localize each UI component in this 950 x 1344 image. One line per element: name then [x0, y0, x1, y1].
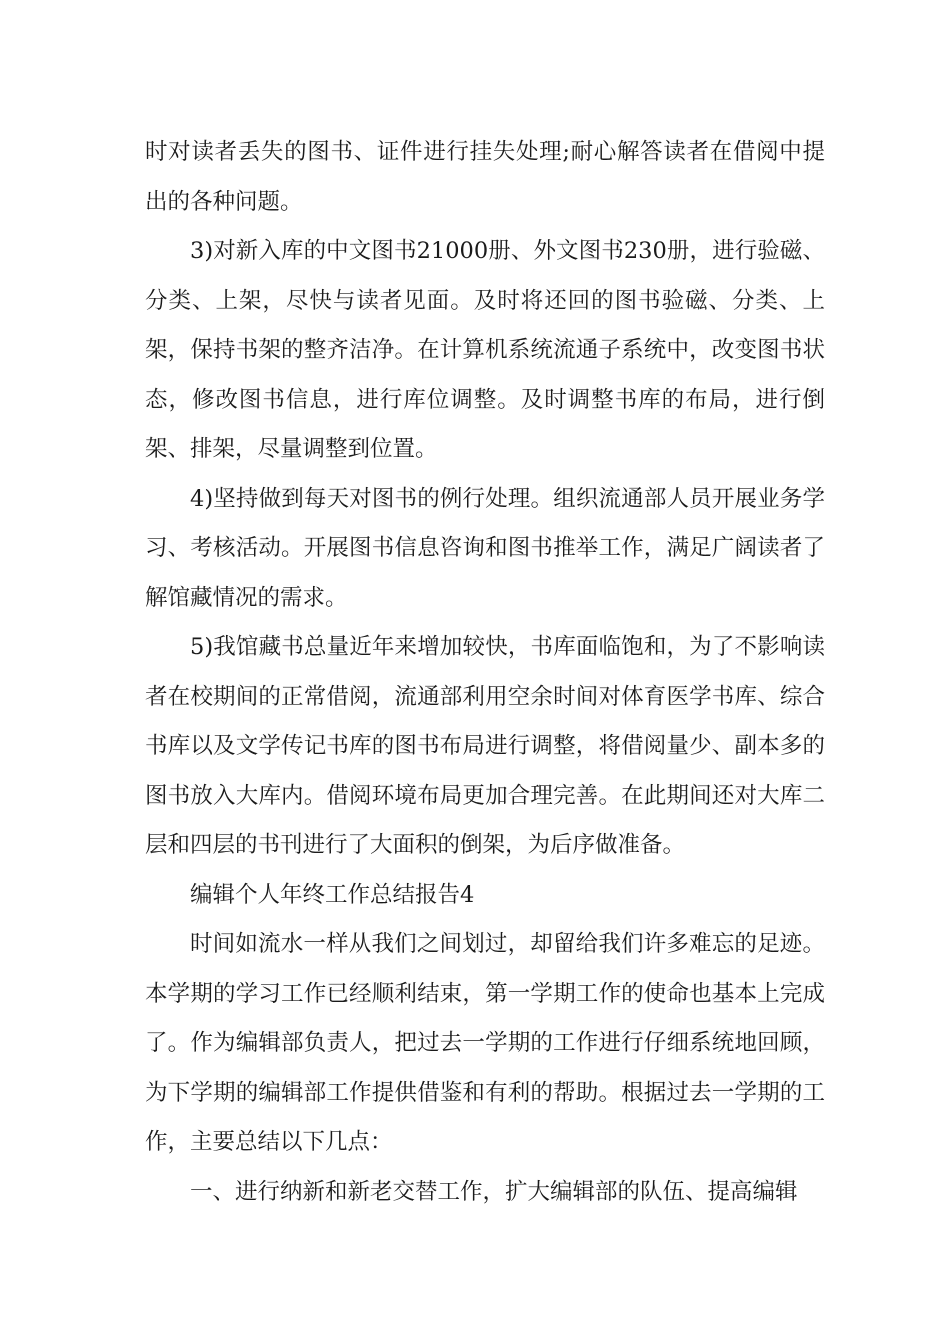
paragraph-item-5: 5)我馆藏书总量近年来增加较快，书库面临饱和，为了不影响读者在校期间的正常借阅，流通部利用空余时间对体育医学书库、综合书库以及文学传记书库的图书布局进行调整，将借阅量少、副本多的图书放入大库内。借阅环境布局更加合理完善。在此期间还对大库二层和四层的书刊进行了大面积的倒架，为后序做准备。 [145, 634, 825, 858]
paragraph-point-1: 一、进行纳新和新老交替工作，扩大编辑部的队伍、提高编辑 [190, 1178, 798, 1205]
section-title: 编辑个人年终工作总结报告4 [190, 881, 475, 908]
paragraph-loss-handling: 时对读者丢失的图书、证件进行挂失处理;耐心解答读者在借阅中提出的各种问题。 [145, 139, 825, 215]
paragraph-intro: 时间如流水一样从我们之间划过，却留给我们许多难忘的足迹。本学期的学习工作已经顺利结束，第一学期工作的使命也基本上完成了。作为编辑部负责人，把过去一学期的工作进行仔细系统地回顾，为下学期的编辑部工作提供借鉴和有利的帮助。根据过去一学期的工作，主要总结以下几点： [145, 931, 825, 1155]
paragraph-item-3: 3)对新入库的中文图书21000册、外文图书230册，进行验磁、分类、上架，尽快与读者见面。及时将还回的图书验磁、分类、上架，保持书架的整齐洁净。在计算机系统流通子系统中，改变图书状态，修改图书信息，进行库位调整。及时调整书库的布局，进行倒架、排架，尽量调整到位置。 [145, 238, 825, 462]
paragraph-item-4: 4)坚持做到每天对图书的例行处理。组织流通部人员开展业务学习、考核活动。开展图书信息咨询和图书推举工作，满足广阔读者了解馆藏情况的需求。 [145, 485, 825, 611]
document-body [145, 128, 825, 1217]
